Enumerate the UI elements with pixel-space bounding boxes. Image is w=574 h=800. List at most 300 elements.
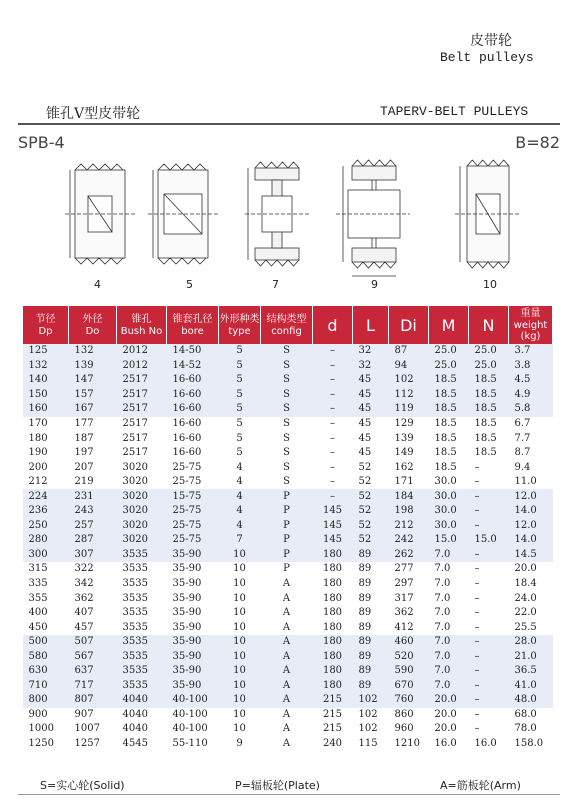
table-cell: 41.0 [509, 679, 553, 694]
table-cell: 16-60 [167, 431, 219, 446]
table-cell: – [469, 519, 509, 534]
table-cell: 5 [219, 446, 261, 461]
col-header-bore: 锥套孔径 bore [167, 306, 219, 344]
table-cell: 180 [313, 591, 353, 606]
table-cell: 3020 [117, 504, 167, 519]
table-cell: 670 [389, 679, 429, 694]
table-cell: A [261, 737, 313, 752]
table-cell: 4 [219, 504, 261, 519]
table-cell: A [261, 635, 313, 650]
col-header-type: 外形种类 type [219, 306, 261, 344]
col-header-dp: 节径 Dp [23, 306, 69, 344]
table-cell: A [261, 620, 313, 635]
title-cn: 锥孔V型皮带轮 [46, 106, 141, 122]
table-cell: – [313, 431, 353, 446]
table-row [23, 489, 553, 504]
table-cell: 4040 [117, 708, 167, 723]
table-cell: 35-90 [167, 635, 219, 650]
table-cell: 198 [389, 504, 429, 519]
table-cell: 30.0 [429, 519, 469, 534]
table-cell: 219 [69, 475, 117, 490]
table-cell: 45 [353, 417, 389, 432]
table-cell: 30.0 [429, 489, 469, 504]
table-cell: 52 [353, 489, 389, 504]
table-row [23, 373, 553, 388]
table-cell: 180 [23, 431, 69, 446]
table-cell: 3535 [117, 548, 167, 563]
table-cell: 907 [69, 708, 117, 723]
table-cell: 145 [313, 504, 353, 519]
table-cell: 171 [389, 475, 429, 490]
table-cell: 139 [69, 359, 117, 374]
table-cell: 177 [69, 417, 117, 432]
table-cell: 3535 [117, 635, 167, 650]
table-cell: 7.0 [429, 664, 469, 679]
table-cell: 35-90 [167, 649, 219, 664]
table-cell: 412 [389, 620, 429, 635]
table-cell: 180 [313, 577, 353, 592]
table-row [23, 533, 553, 548]
table-cell: 18.5 [429, 388, 469, 403]
table-cell: 4 [219, 489, 261, 504]
table-cell: 35-90 [167, 577, 219, 592]
table-cell: 30.0 [429, 475, 469, 490]
table-cell: 119 [389, 402, 429, 417]
b-value: B=82 [515, 133, 560, 152]
table-row [23, 591, 553, 606]
table-cell: 25.0 [469, 359, 509, 374]
table-cell: 262 [389, 548, 429, 563]
table-cell: 139 [389, 431, 429, 446]
table-cell: 4545 [117, 737, 167, 752]
table-cell: 215 [313, 722, 353, 737]
table-cell: 132 [69, 344, 117, 359]
table-cell: 5 [219, 402, 261, 417]
table-cell: 7.0 [429, 620, 469, 635]
table-cell: 10 [219, 664, 261, 679]
table-cell: – [313, 446, 353, 461]
table-cell: 2517 [117, 388, 167, 403]
table-cell: 280 [23, 533, 69, 548]
table-cell: A [261, 577, 313, 592]
table-cell: 18.5 [429, 460, 469, 475]
table-cell: – [313, 402, 353, 417]
table-cell: 335 [23, 577, 69, 592]
table-cell: 35-90 [167, 620, 219, 635]
table-cell: 167 [69, 402, 117, 417]
table-row [23, 475, 553, 490]
legend-solid: S=实心轮(Solid) [40, 779, 125, 792]
table-cell: 180 [313, 679, 353, 694]
table-cell: 14-50 [167, 344, 219, 359]
table-cell: – [469, 620, 509, 635]
table-cell: 45 [353, 402, 389, 417]
table-cell: – [469, 562, 509, 577]
table-cell: 140 [23, 373, 69, 388]
table-cell: 5 [219, 373, 261, 388]
table-cell: 45 [353, 388, 389, 403]
table-cell: 10 [219, 591, 261, 606]
table-cell: 18.5 [469, 417, 509, 432]
table-cell: 45 [353, 431, 389, 446]
table-cell: 242 [389, 533, 429, 548]
table-cell: 184 [389, 489, 429, 504]
table-cell: 2517 [117, 402, 167, 417]
table-cell: – [313, 460, 353, 475]
table-cell: 45 [353, 373, 389, 388]
table-cell: 18.5 [429, 417, 469, 432]
table-cell: 4 [219, 475, 261, 490]
table-cell: 89 [353, 679, 389, 694]
table-cell: 400 [23, 606, 69, 621]
table-cell: 32 [353, 359, 389, 374]
footer-divider [18, 794, 560, 795]
table-cell: 20.0 [509, 562, 553, 577]
table-cell: – [313, 489, 353, 504]
table-cell: 10 [219, 708, 261, 723]
table-cell: – [469, 489, 509, 504]
table-cell: A [261, 649, 313, 664]
table-cell: 10 [219, 649, 261, 664]
table-cell: 18.5 [469, 388, 509, 403]
table-cell: 9 [219, 737, 261, 752]
table-cell: 132 [23, 359, 69, 374]
table-cell: 52 [353, 533, 389, 548]
table-cell: 89 [353, 635, 389, 650]
legend-plate: P=辐板轮(Plate) [235, 779, 320, 792]
table-cell: 125 [23, 344, 69, 359]
table-cell: 30.0 [429, 504, 469, 519]
table-cell: 520 [389, 649, 429, 664]
table-row [23, 431, 553, 446]
table-cell: 14-52 [167, 359, 219, 374]
table-cell: 12.0 [509, 489, 553, 504]
table-row [23, 635, 553, 650]
table-cell: 7.0 [429, 591, 469, 606]
table-cell: 52 [353, 460, 389, 475]
table-cell: A [261, 708, 313, 723]
table-cell: 25.0 [429, 344, 469, 359]
table-cell: 3.7 [509, 344, 553, 359]
table-cell: 68.0 [509, 708, 553, 723]
table-cell: 297 [389, 577, 429, 592]
table-cell: S [261, 388, 313, 403]
table-cell: P [261, 504, 313, 519]
table-cell: 112 [389, 388, 429, 403]
table-cell: 322 [69, 562, 117, 577]
table-cell: 307 [69, 548, 117, 563]
table-cell: 407 [69, 606, 117, 621]
table-cell: 3020 [117, 460, 167, 475]
table-cell: 257 [69, 519, 117, 534]
table-cell: 10 [219, 577, 261, 592]
table-cell: 35-90 [167, 664, 219, 679]
table-cell: – [469, 722, 509, 737]
table-cell: 18.4 [509, 577, 553, 592]
table-cell: 102 [353, 708, 389, 723]
table-cell: 12.0 [509, 519, 553, 534]
table-cell: 231 [69, 489, 117, 504]
table-cell: 89 [353, 562, 389, 577]
table-cell: S [261, 431, 313, 446]
table-cell: 52 [353, 519, 389, 534]
table-cell: 355 [23, 591, 69, 606]
table-cell: 89 [353, 591, 389, 606]
table-cell: 1000 [23, 722, 69, 737]
table-cell: 7.0 [429, 649, 469, 664]
table-cell: – [469, 548, 509, 563]
table-cell: 277 [389, 562, 429, 577]
table-cell: 94 [389, 359, 429, 374]
table-row [23, 460, 553, 475]
table-row [23, 548, 553, 563]
table-row [23, 402, 553, 417]
table-cell: 7.0 [429, 606, 469, 621]
table-header-row [23, 306, 553, 344]
table-cell: 16-60 [167, 446, 219, 461]
table-cell: – [469, 679, 509, 694]
table-cell: 18.5 [429, 402, 469, 417]
table-cell: 5 [219, 388, 261, 403]
pulley-diagram-type-4 [65, 164, 135, 264]
table-cell: 1257 [69, 737, 117, 752]
table-cell: 22.0 [509, 606, 553, 621]
table-cell: 362 [389, 606, 429, 621]
col-header-weight: 重量 weight (kg) [509, 306, 553, 344]
table-cell: 170 [23, 417, 69, 432]
table-cell: 20.0 [429, 708, 469, 723]
table-row [23, 519, 553, 534]
table-cell: 36.5 [509, 664, 553, 679]
table-cell: P [261, 548, 313, 563]
table-cell: – [313, 359, 353, 374]
table-cell: 89 [353, 548, 389, 563]
table-cell: P [261, 519, 313, 534]
table-cell: 25.0 [469, 344, 509, 359]
table-cell: 89 [353, 620, 389, 635]
table-cell: 18.5 [429, 431, 469, 446]
table-cell: 215 [313, 708, 353, 723]
table-row [23, 708, 553, 723]
table-cell: 45 [353, 446, 389, 461]
table-cell: 450 [23, 620, 69, 635]
table-cell: 457 [69, 620, 117, 635]
table-cell: 10 [219, 693, 261, 708]
table-cell: 3535 [117, 591, 167, 606]
table-cell: 15.0 [469, 533, 509, 548]
table-cell: 48.0 [509, 693, 553, 708]
table-cell: 102 [389, 373, 429, 388]
table-cell: 18.5 [429, 373, 469, 388]
table-cell: 190 [23, 446, 69, 461]
table-row [23, 649, 553, 664]
table-cell: 2517 [117, 373, 167, 388]
table-cell: 25-75 [167, 504, 219, 519]
table-row [23, 606, 553, 621]
table-cell: 3020 [117, 475, 167, 490]
table-cell: 52 [353, 504, 389, 519]
table-cell: 3020 [117, 489, 167, 504]
table-cell: 149 [389, 446, 429, 461]
table-cell: 342 [69, 577, 117, 592]
table-cell: 4.9 [509, 388, 553, 403]
table-cell: 129 [389, 417, 429, 432]
table-cell: S [261, 460, 313, 475]
table-cell: 807 [69, 693, 117, 708]
table-row [23, 679, 553, 694]
table-cell: 14.0 [509, 504, 553, 519]
table-cell: – [313, 475, 353, 490]
table-cell: 800 [23, 693, 69, 708]
table-cell: 3535 [117, 649, 167, 664]
table-cell: 25.5 [509, 620, 553, 635]
table-cell: 197 [69, 446, 117, 461]
table-cell: P [261, 489, 313, 504]
table-row [23, 504, 553, 519]
table-cell: P [261, 562, 313, 577]
table-cell: 5.8 [509, 402, 553, 417]
table-cell: 180 [313, 562, 353, 577]
table-cell: 14.5 [509, 548, 553, 563]
table-cell: 300 [23, 548, 69, 563]
table-cell: 16.0 [429, 737, 469, 752]
table-cell: 180 [313, 649, 353, 664]
table-cell: 10 [219, 679, 261, 694]
table-cell: – [469, 664, 509, 679]
table-row [23, 562, 553, 577]
table-cell: 5 [219, 359, 261, 374]
table-cell: 18.5 [469, 431, 509, 446]
table-cell: S [261, 373, 313, 388]
table-row [23, 359, 553, 374]
table-cell: 10 [219, 635, 261, 650]
col-header-m: M [429, 306, 469, 344]
table-cell: 3535 [117, 562, 167, 577]
table-cell: 40-100 [167, 693, 219, 708]
table-cell: 10 [219, 620, 261, 635]
table-cell: A [261, 664, 313, 679]
table-cell: 20.0 [429, 722, 469, 737]
pulley-diagram-type-10 [455, 160, 520, 268]
table-cell: 102 [353, 722, 389, 737]
table-cell: 15-75 [167, 489, 219, 504]
table-cell: A [261, 606, 313, 621]
table-cell: 160 [23, 402, 69, 417]
table-cell: 87 [389, 344, 429, 359]
table-cell: 630 [23, 664, 69, 679]
table-cell: 460 [389, 635, 429, 650]
table-cell: 52 [353, 475, 389, 490]
table-cell: A [261, 679, 313, 694]
table-cell: 207 [69, 460, 117, 475]
table-cell: 25-75 [167, 475, 219, 490]
table-cell: 362 [69, 591, 117, 606]
col-header-bush: 锥孔 Bush No [117, 306, 167, 344]
table-cell: 35-90 [167, 562, 219, 577]
table-cell: 3535 [117, 577, 167, 592]
table-row [23, 664, 553, 679]
table-cell: 89 [353, 606, 389, 621]
table-cell: 3535 [117, 620, 167, 635]
table-cell: S [261, 417, 313, 432]
table-cell: 315 [23, 562, 69, 577]
table-cell: 10 [219, 562, 261, 577]
table-cell: 180 [313, 620, 353, 635]
table-cell: 236 [23, 504, 69, 519]
table-cell: 25-75 [167, 519, 219, 534]
table-cell: 180 [313, 635, 353, 650]
table-cell: – [469, 635, 509, 650]
table-cell: 250 [23, 519, 69, 534]
table-cell: 240 [313, 737, 353, 752]
table-cell: S [261, 402, 313, 417]
pulley-diagram-type-5 [148, 164, 218, 264]
table-row [23, 344, 553, 359]
table-cell: – [313, 344, 353, 359]
table-cell: 89 [353, 649, 389, 664]
table-cell: 14.0 [509, 533, 553, 548]
diagram-label-7: 7 [272, 278, 279, 291]
table-cell: – [469, 577, 509, 592]
pulley-spec-table [22, 306, 553, 751]
table-cell: 145 [313, 519, 353, 534]
table-cell: 145 [313, 533, 353, 548]
header-en: Belt pulleys [440, 50, 534, 65]
table-cell: 5 [219, 417, 261, 432]
table-cell: 4 [219, 519, 261, 534]
table-cell: 590 [389, 664, 429, 679]
table-cell: 35-90 [167, 606, 219, 621]
table-cell: 567 [69, 649, 117, 664]
table-cell: 2012 [117, 359, 167, 374]
table-cell: 3535 [117, 679, 167, 694]
table-cell: 180 [313, 548, 353, 563]
table-cell: 25-75 [167, 533, 219, 548]
table-cell: 20.0 [429, 693, 469, 708]
table-cell: 580 [23, 649, 69, 664]
table-cell: P [261, 533, 313, 548]
table-cell: 3020 [117, 519, 167, 534]
table-cell: – [313, 373, 353, 388]
table-cell: 102 [353, 693, 389, 708]
table-cell: S [261, 446, 313, 461]
header-divider [18, 123, 560, 125]
table-cell: 16-60 [167, 417, 219, 432]
table-cell: 24.0 [509, 591, 553, 606]
table-cell: 18.5 [469, 373, 509, 388]
table-cell: 960 [389, 722, 429, 737]
table-cell: 2517 [117, 417, 167, 432]
table-cell: 2517 [117, 431, 167, 446]
table-cell: 2517 [117, 446, 167, 461]
table-cell: 500 [23, 635, 69, 650]
table-cell: 7.0 [429, 562, 469, 577]
table-cell: 224 [23, 489, 69, 504]
table-body [23, 344, 553, 751]
table-cell: 157 [69, 388, 117, 403]
table-cell: 4040 [117, 693, 167, 708]
pulley-diagram-type-9 [336, 160, 410, 276]
table-cell: 7.0 [429, 548, 469, 563]
table-cell: 3.8 [509, 359, 553, 374]
table-cell: 10 [219, 548, 261, 563]
table-row [23, 388, 553, 403]
table-cell: 9.4 [509, 460, 553, 475]
table-cell: 7.7 [509, 431, 553, 446]
table-cell: 21.0 [509, 649, 553, 664]
table-cell: S [261, 475, 313, 490]
table-cell: – [313, 417, 353, 432]
